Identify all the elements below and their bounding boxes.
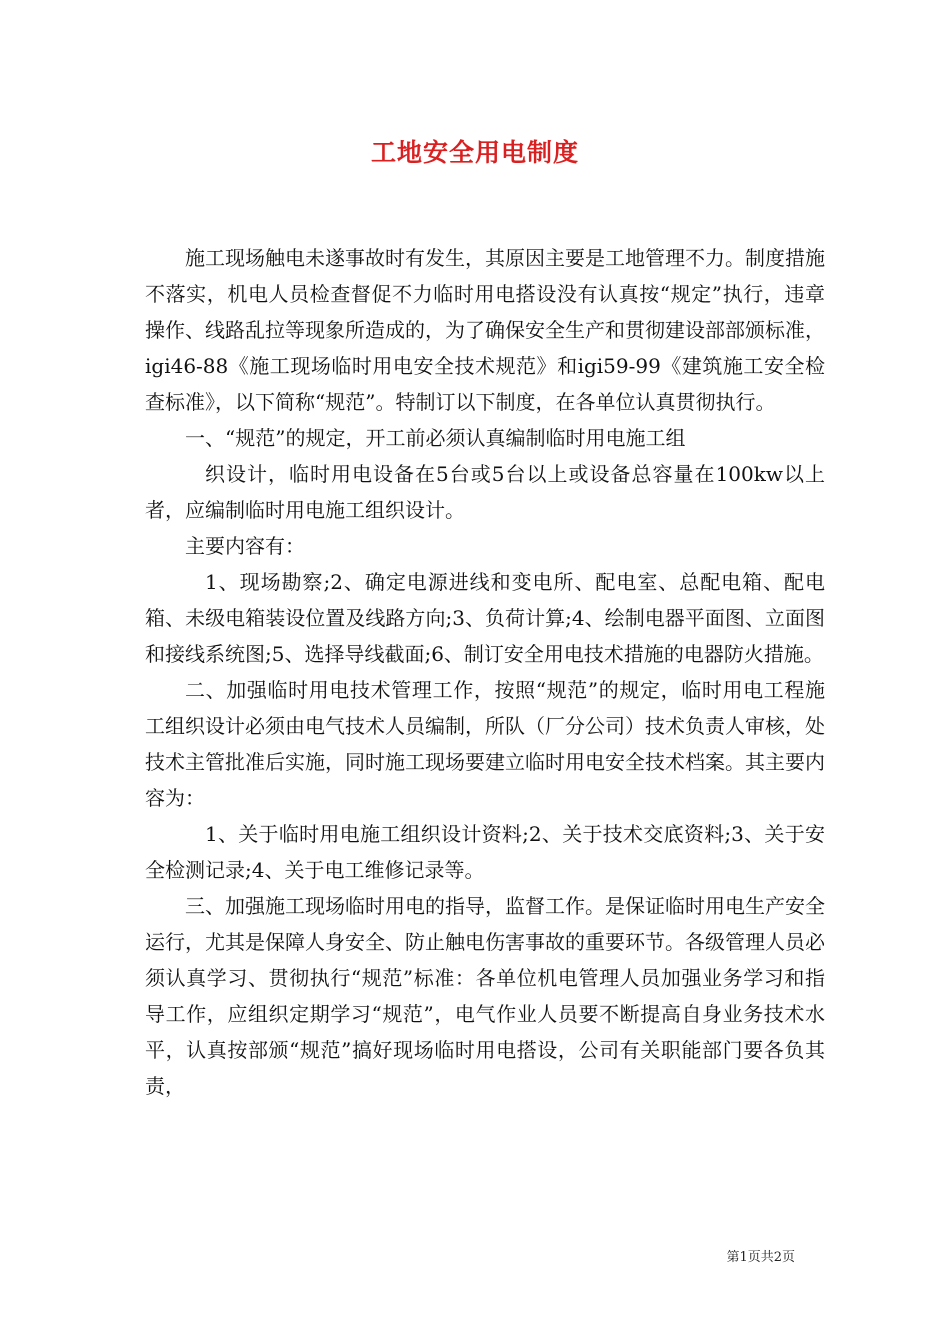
- paragraph-intro: 施工现场触电未遂事故时有发生，其原因主要是工地管理不力。制度措施不落实，机电人员检查督促不力临时用电搭设没有认真按“规定”执行，违章操作、线路乱拉等现象所造成的，为了确保安全生产和贯彻建设部部颁标准，igi46-88《施工现场临时用电安全技术规范》和igi59-99《建筑施工安全检查标准》，以下简称“规范”。特制订以下制度，在各单位认真贯彻执行。: [145, 246, 825, 414]
- page-footer: 第1页共2页: [726, 1250, 795, 1265]
- document-title: 工地安全用电制度: [370, 138, 579, 167]
- paragraph-section-1-heading: 一、“规范”的规定，开工前必须认真编制临时用电施工组: [185, 426, 686, 450]
- paragraph-section-2: 二、加强临时用电技术管理工作，按照“规范”的规定，临时用电工程施工组织设计必须由电气技术人员编制，所队（厂分公司）技术负责人审核，处技术主管批准后实施，同时施工现场要建立临时用电安全技术档案。其主要内容为：: [145, 678, 825, 810]
- document-body: [145, 240, 825, 1104]
- paragraph-main-content-list: 1、现场勘察;2、确定电源进线和变电所、配电室、总配电箱、配电箱、未级电箱装设位置及线路方向;3、负荷计算;4、绘制电器平面图、立面图和接线系统图;5、选择导线截面;6、制订安全用电技术措施的电器防火措施。: [145, 570, 825, 666]
- paragraph-section-1-body: 织设计，临时用电设备在5台或5台以上或设备总容量在100kw以上者，应编制临时用电施工组织设计。: [145, 462, 825, 522]
- paragraph-section-3: 三、加强施工现场临时用电的指导，监督工作。是保证临时用电生产安全运行，尤其是保障人身安全、防止触电伤害事故的重要环节。各级管理人员必须认真学习、贯彻执行“规范”标准：各单位机电管理人员加强业务学习和指导工作，应组织定期学习“规范”，电气作业人员要不断提高自身业务技术水平，认真按部颁“规范”搞好现场临时用电搭设，公司有关职能部门要各负其责，: [145, 894, 825, 1098]
- paragraph-main-content-label: 主要内容有：: [185, 534, 305, 558]
- paragraph-section-2-list: 1、关于临时用电施工组织设计资料;2、关于技术交底资料;3、关于安全检测记录;4、关于电工维修记录等。: [145, 822, 825, 882]
